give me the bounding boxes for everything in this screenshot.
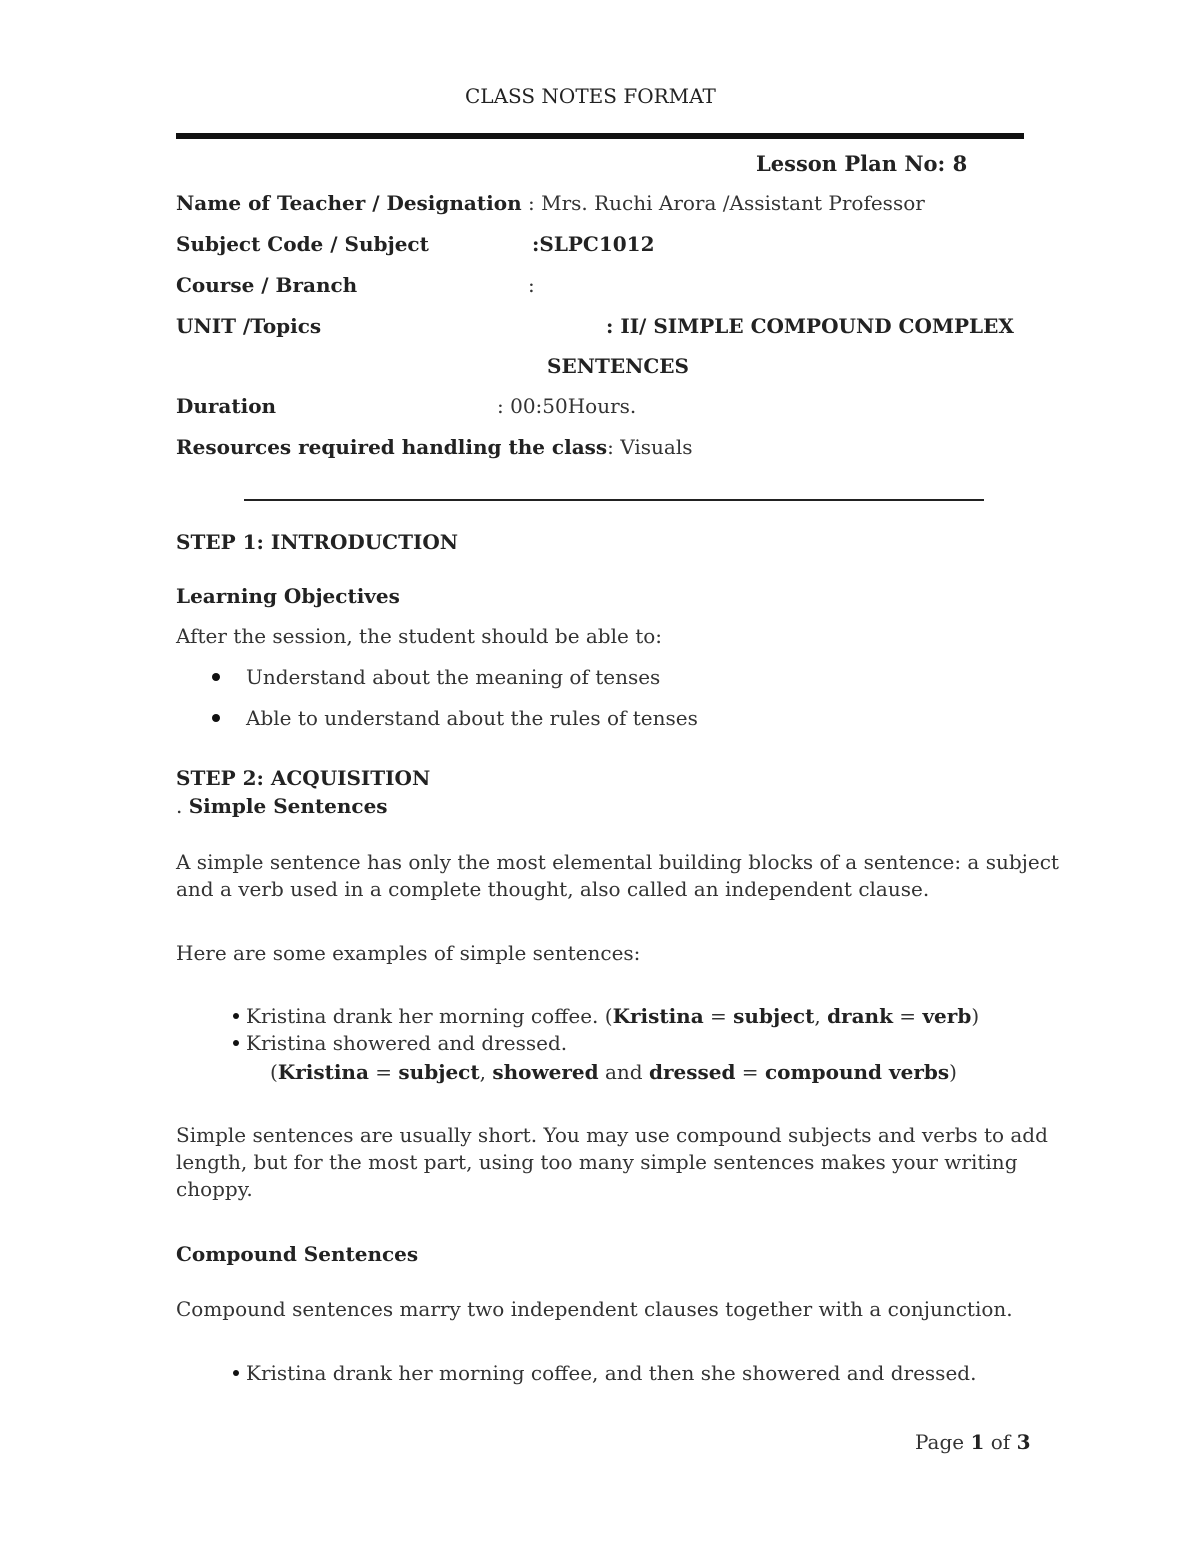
example-text: Kristina drank her morning coffee. ( (246, 1004, 613, 1028)
learning-objectives-heading: Learning Objectives (176, 584, 400, 608)
example-and: and (598, 1060, 649, 1084)
course-value: : (528, 273, 535, 297)
simple-sentences-heading: Simple Sentences (188, 794, 388, 818)
simple-definition-line1: A simple sentence has only the most elemental building blocks of a sentence: a subject (176, 850, 1059, 874)
document-title: CLASS NOTES FORMAT (465, 84, 716, 108)
example-term: dressed (648, 1060, 736, 1084)
example-comma: , (814, 1004, 828, 1028)
duration-value: : 00:50Hours. (497, 394, 637, 418)
heading-prefix: . (176, 794, 189, 818)
example-term: drank (827, 1004, 893, 1028)
example-term: Kristina (277, 1060, 369, 1084)
example-open: ( (270, 1060, 278, 1084)
bullet-icon (212, 714, 220, 722)
simple-example-1 (246, 1004, 979, 1028)
example-equals: = (892, 1004, 923, 1028)
page-current: 1 (970, 1430, 985, 1454)
page-word: Page (915, 1430, 971, 1454)
compound-example: Kristina drank her morning coffee, and then she showered and dressed. (246, 1361, 977, 1385)
teacher-value: : Mrs. Ruchi Arora /Assistant Professor (528, 191, 925, 215)
teacher-label: Name of Teacher / Designation (176, 191, 522, 215)
simple-sentences-heading-line (176, 794, 388, 818)
resources-line (176, 435, 692, 459)
example-term: subject (398, 1060, 480, 1084)
page-of: of (984, 1430, 1017, 1454)
example-close: ) (971, 1004, 980, 1028)
example-term: showered (492, 1060, 599, 1084)
unit-label: UNIT /Topics (176, 314, 322, 338)
title-divider (176, 133, 1024, 139)
subject-label: Subject Code / Subject (176, 232, 429, 256)
page-total: 3 (1016, 1430, 1031, 1454)
compound-definition: Compound sentences marry two independent clauses together with a conjunction. (176, 1297, 1013, 1321)
simple-usage-line1: Simple sentences are usually short. You may use compound subjects and verbs to add (176, 1123, 1048, 1147)
lesson-plan-number: Lesson Plan No: 8 (756, 151, 968, 176)
example-equals: = (703, 1004, 734, 1028)
bullet-icon (212, 673, 220, 681)
simple-example-2: Kristina showered and dressed. (246, 1031, 568, 1055)
bullet-icon (233, 1370, 239, 1376)
example-term: verb (922, 1004, 972, 1028)
page-number (915, 1430, 1031, 1454)
bullet-icon (233, 1013, 239, 1019)
simple-example-2-breakdown (270, 1060, 957, 1084)
simple-definition-line2: and a verb used in a complete thought, also called an independent clause. (176, 877, 930, 901)
example-comma: , (479, 1060, 493, 1084)
simple-usage-line2: length, but for the most part, using too many simple sentences makes your writing (176, 1150, 1018, 1174)
unit-value-line2: SENTENCES (547, 354, 689, 378)
course-label: Course / Branch (176, 273, 358, 297)
objective-item: Understand about the meaning of tenses (246, 665, 661, 689)
unit-value-line1: : II/ SIMPLE COMPOUND COMPLEX (606, 314, 1014, 338)
objectives-intro: After the session, the student should be able to: (176, 624, 663, 648)
example-term: Kristina (612, 1004, 704, 1028)
step2-heading: STEP 2: ACQUISITION (176, 766, 431, 790)
duration-label: Duration (176, 394, 277, 418)
subject-value: :SLPC1012 (532, 232, 655, 256)
step1-heading: STEP 1: INTRODUCTION (176, 530, 459, 554)
example-close: ) (949, 1060, 957, 1084)
example-equals: = (368, 1060, 399, 1084)
objective-item: Able to understand about the rules of tenses (246, 706, 698, 730)
resources-label: Resources required handling the class (176, 435, 608, 459)
example-term: subject (733, 1004, 815, 1028)
bullet-icon (233, 1040, 239, 1046)
resources-value: : Visuals (607, 435, 693, 459)
compound-sentences-heading: Compound Sentences (176, 1242, 419, 1266)
simple-usage-line3: choppy. (176, 1177, 253, 1201)
section-divider (244, 499, 984, 501)
examples-intro: Here are some examples of simple sentences: (176, 941, 641, 965)
example-equals: = (735, 1060, 765, 1084)
example-term: compound verbs (764, 1060, 950, 1084)
